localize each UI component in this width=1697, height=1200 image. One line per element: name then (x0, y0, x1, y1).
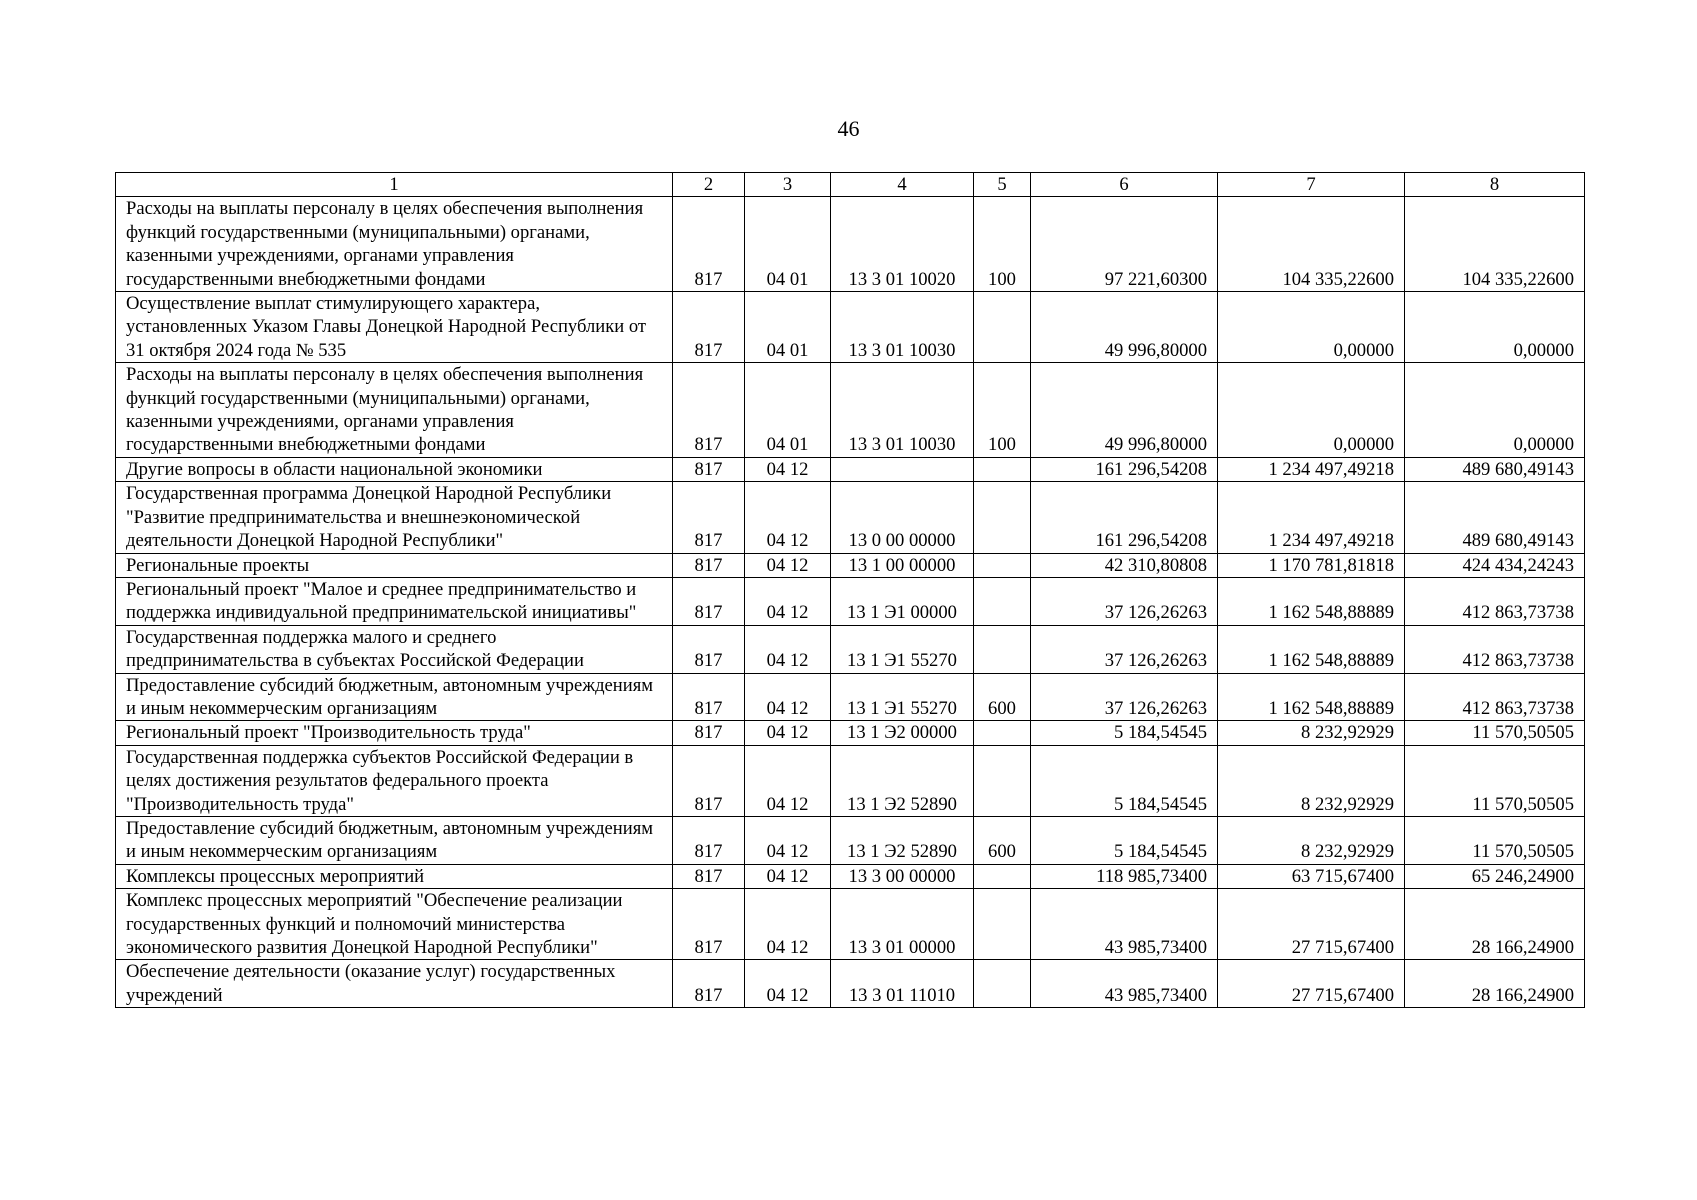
amount-col-7: 8 232,92929 (1218, 816, 1405, 864)
amount-col-8: 0,00000 (1405, 292, 1585, 363)
section-code: 04 12 (745, 721, 831, 745)
amount-col-8: 104 335,22600 (1405, 197, 1585, 292)
expense-item-name: Комплексы процессных мероприятий (116, 864, 673, 888)
table-row (116, 625, 1585, 673)
ministry-code: 817 (673, 889, 745, 960)
amount-col-7: 1 162 548,88889 (1218, 673, 1405, 721)
expense-item-name: Региональный проект "Малое и среднее предпринимательство и поддержка индивидуальной предпринимательской инициативы" (116, 577, 673, 625)
column-header: 2 (673, 173, 745, 197)
expense-type-code (974, 889, 1031, 960)
amount-col-8: 28 166,24900 (1405, 889, 1585, 960)
expense-type-code: 600 (974, 673, 1031, 721)
expense-type-code (974, 457, 1031, 481)
expense-item-name: Региональный проект "Производительность труда" (116, 721, 673, 745)
table-row (116, 745, 1585, 816)
expense-type-code (974, 745, 1031, 816)
section-code: 04 12 (745, 864, 831, 888)
amount-col-7: 1 162 548,88889 (1218, 625, 1405, 673)
amount-col-7: 8 232,92929 (1218, 745, 1405, 816)
ministry-code: 817 (673, 625, 745, 673)
amount-col-6: 43 985,73400 (1031, 889, 1218, 960)
table-row (116, 197, 1585, 292)
ministry-code: 817 (673, 197, 745, 292)
target-article-code: 13 1 Э2 52890 (831, 745, 974, 816)
expense-type-code (974, 577, 1031, 625)
target-article-code: 13 1 Э1 55270 (831, 673, 974, 721)
expense-item-name: Расходы на выплаты персоналу в целях обеспечения выполнения функций государственными (муниципальными) органами, казенными учреждениями, органами управления государственными внебюджетными фондами (116, 363, 673, 458)
section-code: 04 01 (745, 197, 831, 292)
amount-col-6: 37 126,26263 (1031, 673, 1218, 721)
amount-col-8: 65 246,24900 (1405, 864, 1585, 888)
column-header: 4 (831, 173, 974, 197)
amount-col-8: 412 863,73738 (1405, 577, 1585, 625)
target-article-code: 13 1 Э1 55270 (831, 625, 974, 673)
expense-item-name: Государственная поддержка малого и среднего предпринимательства в субъектах Российской Федерации (116, 625, 673, 673)
ministry-code: 817 (673, 457, 745, 481)
amount-col-8: 11 570,50505 (1405, 721, 1585, 745)
ministry-code: 817 (673, 482, 745, 553)
amount-col-7: 27 715,67400 (1218, 960, 1405, 1008)
amount-col-6: 37 126,26263 (1031, 577, 1218, 625)
amount-col-8: 424 434,24243 (1405, 553, 1585, 577)
table-row (116, 889, 1585, 960)
target-article-code: 13 1 Э2 52890 (831, 816, 974, 864)
ministry-code: 817 (673, 816, 745, 864)
expense-item-name: Государственная поддержка субъектов Российской Федерации в целях достижения результатов федерального проекта "Производительность труда" (116, 745, 673, 816)
section-code: 04 01 (745, 363, 831, 458)
amount-col-8: 489 680,49143 (1405, 457, 1585, 481)
target-article-code: 13 3 01 10030 (831, 292, 974, 363)
header-row (116, 173, 1585, 197)
expense-item-name: Государственная программа Донецкой Народной Республики "Развитие предпринимательства и внешнеэкономической деятельности Донецкой Народной Республики" (116, 482, 673, 553)
section-code: 04 12 (745, 625, 831, 673)
expense-type-code (974, 721, 1031, 745)
table-row (116, 577, 1585, 625)
expense-item-name: Осуществление выплат стимулирующего характера, установленных Указом Главы Донецкой Народной Республики от 31 октября 2024 года № 535 (116, 292, 673, 363)
target-article-code: 13 3 01 10030 (831, 363, 974, 458)
column-header: 6 (1031, 173, 1218, 197)
column-header: 5 (974, 173, 1031, 197)
section-code: 04 12 (745, 816, 831, 864)
table-row (116, 721, 1585, 745)
amount-col-6: 97 221,60300 (1031, 197, 1218, 292)
target-article-code: 13 3 01 10020 (831, 197, 974, 292)
amount-col-6: 37 126,26263 (1031, 625, 1218, 673)
amount-col-6: 42 310,80808 (1031, 553, 1218, 577)
amount-col-7: 1 170 781,81818 (1218, 553, 1405, 577)
amount-col-7: 1 162 548,88889 (1218, 577, 1405, 625)
section-code: 04 12 (745, 553, 831, 577)
section-code: 04 12 (745, 457, 831, 481)
table-row (116, 673, 1585, 721)
amount-col-7: 104 335,22600 (1218, 197, 1405, 292)
expense-type-code: 100 (974, 197, 1031, 292)
expense-item-name: Расходы на выплаты персоналу в целях обеспечения выполнения функций государственными (муниципальными) органами, казенными учреждениями, органами управления государственными внебюджетными фондами (116, 197, 673, 292)
target-article-code: 13 3 00 00000 (831, 864, 974, 888)
amount-col-6: 43 985,73400 (1031, 960, 1218, 1008)
amount-col-8: 28 166,24900 (1405, 960, 1585, 1008)
section-code: 04 01 (745, 292, 831, 363)
amount-col-8: 412 863,73738 (1405, 625, 1585, 673)
expense-type-code: 600 (974, 816, 1031, 864)
section-code: 04 12 (745, 960, 831, 1008)
amount-col-7: 0,00000 (1218, 292, 1405, 363)
target-article-code: 13 3 01 11010 (831, 960, 974, 1008)
expense-item-name: Комплекс процессных мероприятий "Обеспечение реализации государственных функций и полномочий министерства экономического развития Донецкой Народной Республики" (116, 889, 673, 960)
expense-type-code (974, 864, 1031, 888)
amount-col-7: 27 715,67400 (1218, 889, 1405, 960)
target-article-code: 13 3 01 00000 (831, 889, 974, 960)
expense-type-code (974, 482, 1031, 553)
expense-item-name: Региональные проекты (116, 553, 673, 577)
amount-col-6: 161 296,54208 (1031, 457, 1218, 481)
amount-col-6: 5 184,54545 (1031, 816, 1218, 864)
ministry-code: 817 (673, 673, 745, 721)
section-code: 04 12 (745, 577, 831, 625)
amount-col-6: 49 996,80000 (1031, 363, 1218, 458)
table-row (116, 292, 1585, 363)
section-code: 04 12 (745, 889, 831, 960)
column-header: 3 (745, 173, 831, 197)
target-article-code: 13 1 00 00000 (831, 553, 974, 577)
table-row (116, 864, 1585, 888)
section-code: 04 12 (745, 745, 831, 816)
expense-type-code (974, 625, 1031, 673)
amount-col-8: 11 570,50505 (1405, 816, 1585, 864)
ministry-code: 817 (673, 553, 745, 577)
expense-type-code (974, 292, 1031, 363)
amount-col-6: 49 996,80000 (1031, 292, 1218, 363)
column-header: 7 (1218, 173, 1405, 197)
amount-col-6: 161 296,54208 (1031, 482, 1218, 553)
amount-col-7: 0,00000 (1218, 363, 1405, 458)
table-row (116, 363, 1585, 458)
amount-col-7: 63 715,67400 (1218, 864, 1405, 888)
ministry-code: 817 (673, 864, 745, 888)
page-number: 46 (837, 116, 860, 141)
column-header: 8 (1405, 173, 1585, 197)
amount-col-6: 5 184,54545 (1031, 745, 1218, 816)
table-row (116, 816, 1585, 864)
target-article-code: 13 0 00 00000 (831, 482, 974, 553)
table-row (116, 457, 1585, 481)
amount-col-8: 0,00000 (1405, 363, 1585, 458)
table-body (116, 173, 1585, 1008)
ministry-code: 817 (673, 577, 745, 625)
table-row (116, 960, 1585, 1008)
amount-col-7: 8 232,92929 (1218, 721, 1405, 745)
table-row (116, 482, 1585, 553)
column-header: 1 (116, 173, 673, 197)
expense-item-name: Предоставление субсидий бюджетным, автономным учреждениям и иным некоммерческим организациям (116, 816, 673, 864)
target-article-code: 13 1 Э1 00000 (831, 577, 974, 625)
ministry-code: 817 (673, 363, 745, 458)
amount-col-6: 5 184,54545 (1031, 721, 1218, 745)
target-article-code: 13 1 Э2 00000 (831, 721, 974, 745)
amount-col-8: 489 680,49143 (1405, 482, 1585, 553)
expense-type-code (974, 960, 1031, 1008)
ministry-code: 817 (673, 292, 745, 363)
amount-col-8: 412 863,73738 (1405, 673, 1585, 721)
section-code: 04 12 (745, 482, 831, 553)
table-row (116, 553, 1585, 577)
ministry-code: 817 (673, 745, 745, 816)
expense-item-name: Обеспечение деятельности (оказание услуг) государственных учреждений (116, 960, 673, 1008)
expense-item-name: Другие вопросы в области национальной экономики (116, 457, 673, 481)
amount-col-7: 1 234 497,49218 (1218, 482, 1405, 553)
section-code: 04 12 (745, 673, 831, 721)
target-article-code (831, 457, 974, 481)
budget-table (115, 172, 1585, 1008)
ministry-code: 817 (673, 960, 745, 1008)
expense-type-code: 100 (974, 363, 1031, 458)
expense-type-code (974, 553, 1031, 577)
ministry-code: 817 (673, 721, 745, 745)
amount-col-6: 118 985,73400 (1031, 864, 1218, 888)
amount-col-7: 1 234 497,49218 (1218, 457, 1405, 481)
amount-col-8: 11 570,50505 (1405, 745, 1585, 816)
expense-item-name: Предоставление субсидий бюджетным, автономным учреждениям и иным некоммерческим организациям (116, 673, 673, 721)
